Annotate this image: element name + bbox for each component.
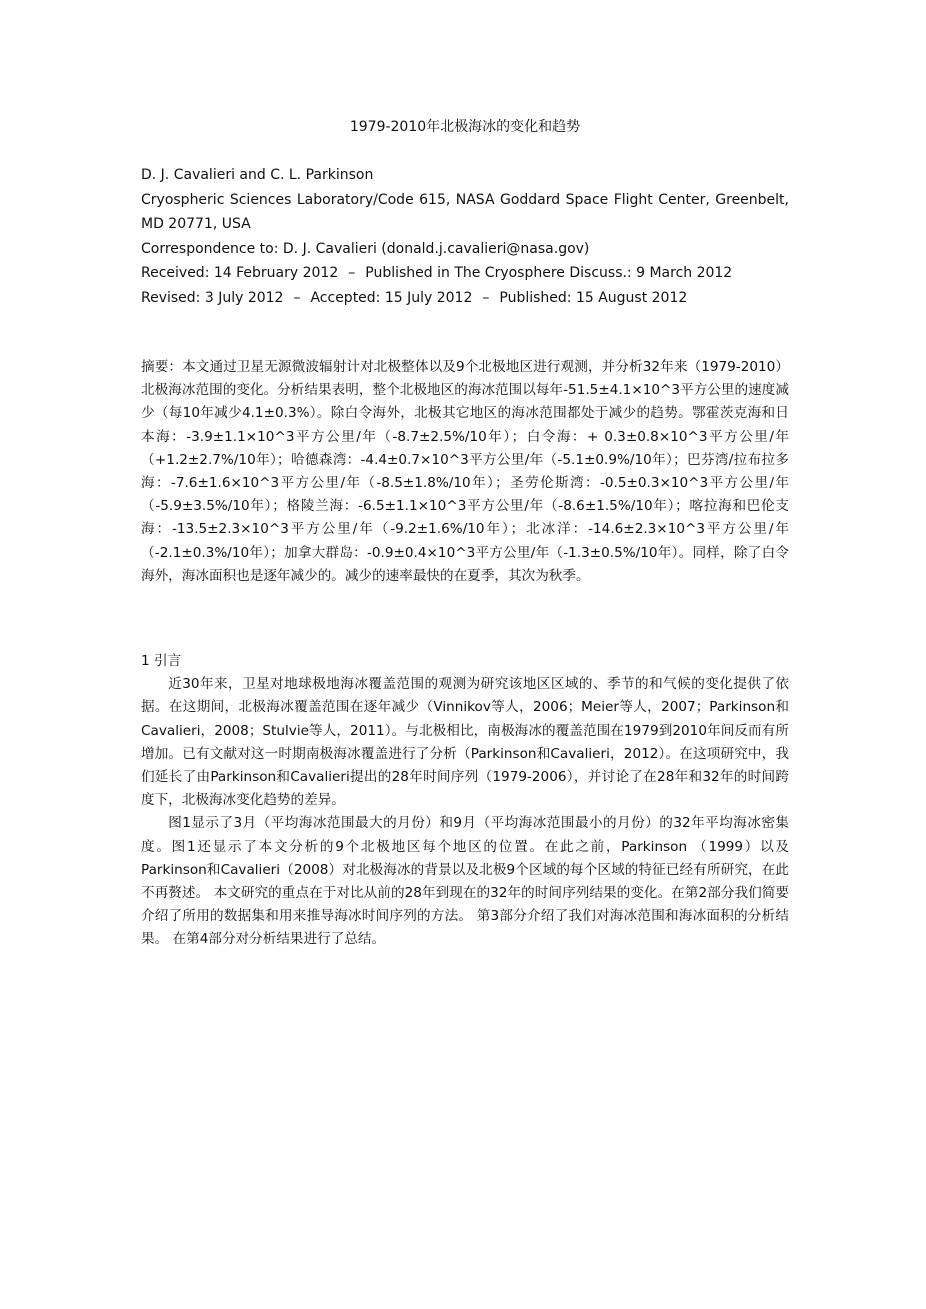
paper-title: 1979-2010年北极海冰的变化和趋势 xyxy=(349,119,581,135)
received-date: Received: 14 February 2012 xyxy=(141,265,339,281)
paragraph: 图1显示了3月（平均海冰范围最大的月份）和9月（平均海冰范围最小的月份）的32年平均海冰密集度。图1还显示了本文分析的9个北极地区每个地区的位置。在此之前，Parkinson （1999）以及Parkinson和Cavalieri（2008）对北极海冰的背景以及北极9个区域的每个区域的特征已经有所研究，在此不再赘述。 本文研究的重点在于对比从前的28年到现在的32年的时间序列结果的变化。在第2部分我们简要介绍了所用的数据集和用来推导海冰时间序列的方法。 第3部分介绍了我们对海冰范围和海冰面积的分析结果。 在第4部分对分析结果进行了总结。 xyxy=(141,815,789,948)
authors: D. J. Cavalieri and C. L. Parkinson xyxy=(141,167,374,183)
accepted-date: Accepted: 15 July 2012 xyxy=(310,289,473,306)
dates-line-1 xyxy=(141,261,789,286)
date-separator: – xyxy=(293,289,301,306)
published-date: Published: 15 August 2012 xyxy=(499,289,688,306)
abstract: 摘要：本文通过卫星无源微波辐射计对北极整体以及9个北极地区进行观测，并分析32年来（1979-2010）北极海冰范围的变化。分析结果表明，整个北极地区的海冰范围以每年-51.5±4.1×10^3平方公里的速度减少（每10年减少4.1±0.3%）。除白令海外，北极其它地区的海冰范围都处于减少的趋势。鄂霍茨克海和日本海：-3.9±1.1×10^3平方公里/年（-8.7±2.5%/10年）；白令海：+ 0.3±0.8×10^3平方公里/年（+1.2±2.7%/10年）；哈德森湾：-4.4±0.7×10^3平方公里/年（-5.1±0.9%/10年）；巴芬湾/拉布拉多海：-7.6±1.6×10^3平方公里/年（-8.5±1.8%/10年）；圣劳伦斯湾：-0.5±0.3×10^3平方公里/年（-5.9±3.5%/10年）；格陵兰海：-6.5±1.1×10^3平方公里/年（-8.6±1.5%/10年）；喀拉海和巴伦支海：-13.5±2.3×10^3平方公里/年（-9.2±1.6%/10年）；北冰洋：-14.6±2.3×10^3平方公里/年（-2.1±0.3%/10年）；加拿大群岛：-0.9±0.4×10^3平方公里/年（-1.3±0.5%/10年）。同样，除了白令海外，海冰面积也是逐年减少的。减少的速率最快的在夏季，其次为秋季。 xyxy=(141,359,789,584)
section-introduction xyxy=(141,650,789,952)
date-separator: – xyxy=(348,265,356,281)
section-heading: 1 引言 xyxy=(141,653,182,669)
paragraph: 近30年来，卫星对地球极地海冰覆盖范围的观测为研究该地区区域的、季节的和气候的变化提供了依据。在这期间，北极海冰覆盖范围在逐年减少（Vinnikov等人，2006；Meier等人，2007；Parkinson和Cavalieri，2008；Stulvie等人，2011）。与北极相比，南极海冰的覆盖范围在1979到2010年间反而有所增加。已有文献对这一时期南极海冰覆盖进行了分析（Parkinson和Cavalieri，2012）。在这项研究中，我们延长了由Parkinson和Cavalieri提出的28年时间序列（1979-2006），并讨论了在28年和32年的时间跨度下，北极海冰变化趋势的差异。 xyxy=(141,676,789,809)
affiliation: Cryospheric Sciences Laboratory/Code 615, NASA Goddard Space Flight Center, Greenbelt, MD 20771, USA xyxy=(141,191,789,232)
paper-metadata xyxy=(141,163,789,310)
date-separator: – xyxy=(482,289,490,306)
discuss-published-date: Published in The Cryosphere Discuss.: 9 March 2012 xyxy=(365,265,733,281)
dates-line-2 xyxy=(141,286,789,311)
revised-date: Revised: 3 July 2012 xyxy=(141,289,284,306)
correspondence: Correspondence to: D. J. Cavalieri (donald.j.cavalieri@nasa.gov) xyxy=(141,240,590,257)
